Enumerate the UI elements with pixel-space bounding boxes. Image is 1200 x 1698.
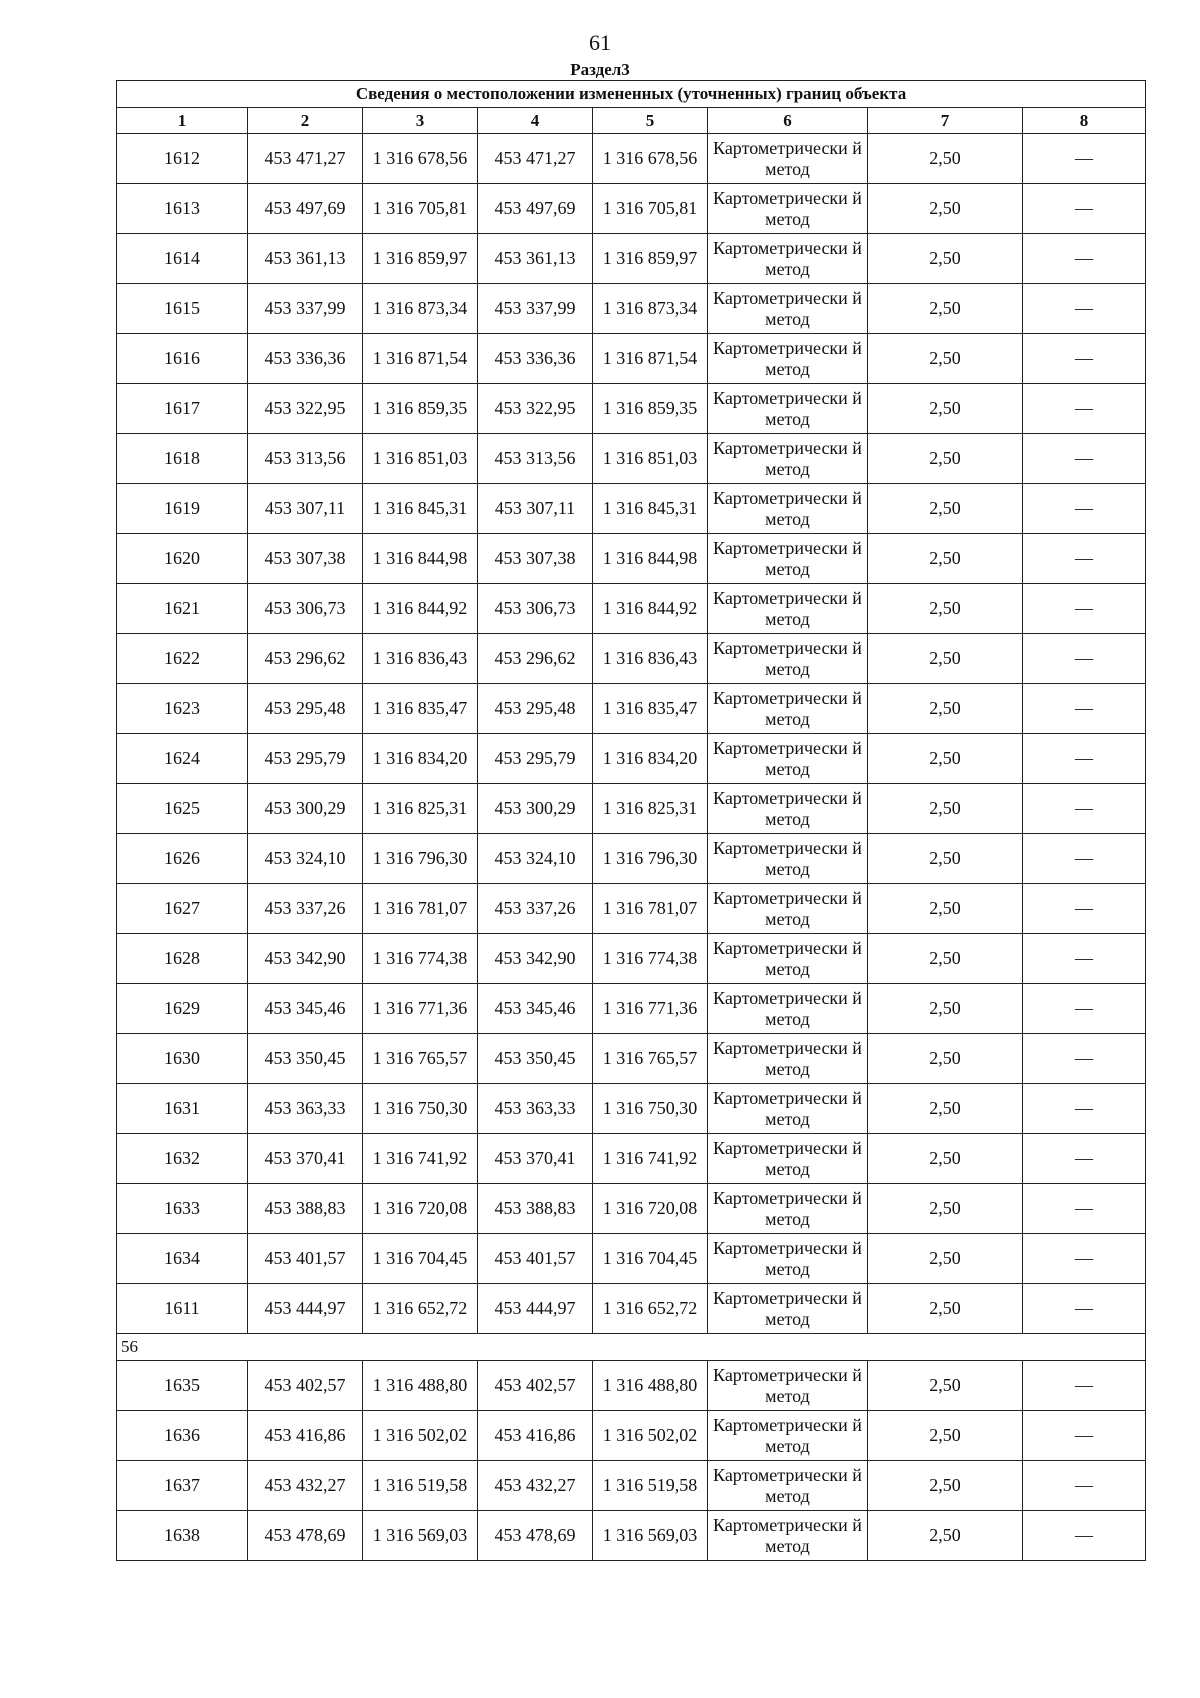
- description-cell: —: [1023, 434, 1146, 484]
- accuracy-cell: 2,50: [868, 984, 1023, 1034]
- point-number-cell: 1631: [117, 1084, 248, 1134]
- y-refined-cell: 1 316 652,72: [593, 1284, 708, 1334]
- description-cell: —: [1023, 1234, 1146, 1284]
- point-number-cell: 1629: [117, 984, 248, 1034]
- description-cell: —: [1023, 884, 1146, 934]
- method-cell: Картометрически й метод: [708, 534, 868, 584]
- table-row: [117, 834, 1146, 884]
- accuracy-cell: 2,50: [868, 284, 1023, 334]
- accuracy-cell: 2,50: [868, 1511, 1023, 1561]
- method-cell: Картометрически й метод: [708, 1184, 868, 1234]
- x-refined-cell: 453 296,62: [478, 634, 593, 684]
- table-row: [117, 234, 1146, 284]
- description-cell: —: [1023, 1184, 1146, 1234]
- x-existing-cell: 453 444,97: [248, 1284, 363, 1334]
- accuracy-cell: 2,50: [868, 534, 1023, 584]
- y-refined-cell: 1 316 871,54: [593, 334, 708, 384]
- x-existing-cell: 453 370,41: [248, 1134, 363, 1184]
- x-existing-cell: 453 471,27: [248, 134, 363, 184]
- x-existing-cell: 453 300,29: [248, 784, 363, 834]
- x-refined-cell: 453 322,95: [478, 384, 593, 434]
- y-refined-cell: 1 316 844,98: [593, 534, 708, 584]
- y-existing-cell: 1 316 705,81: [363, 184, 478, 234]
- y-existing-cell: 1 316 859,35: [363, 384, 478, 434]
- y-existing-cell: 1 316 845,31: [363, 484, 478, 534]
- x-refined-cell: 453 337,26: [478, 884, 593, 934]
- description-cell: —: [1023, 1084, 1146, 1134]
- x-existing-cell: 453 307,38: [248, 534, 363, 584]
- description-cell: —: [1023, 934, 1146, 984]
- point-number-cell: 1618: [117, 434, 248, 484]
- description-cell: —: [1023, 634, 1146, 684]
- y-refined-cell: 1 316 781,07: [593, 884, 708, 934]
- table-row: [117, 434, 1146, 484]
- x-refined-cell: 453 350,45: [478, 1034, 593, 1084]
- y-refined-cell: 1 316 825,31: [593, 784, 708, 834]
- method-cell: Картометрически й метод: [708, 884, 868, 934]
- method-cell: Картометрически й метод: [708, 1411, 868, 1461]
- x-refined-cell: 453 306,73: [478, 584, 593, 634]
- point-number-cell: 1615: [117, 284, 248, 334]
- x-existing-cell: 453 307,11: [248, 484, 363, 534]
- accuracy-cell: 2,50: [868, 1411, 1023, 1461]
- contour-label: 56: [117, 1334, 1146, 1361]
- point-number-cell: 1614: [117, 234, 248, 284]
- table-row: [117, 584, 1146, 634]
- accuracy-cell: 2,50: [868, 834, 1023, 884]
- x-refined-cell: 453 432,27: [478, 1461, 593, 1511]
- y-refined-cell: 1 316 796,30: [593, 834, 708, 884]
- method-cell: Картометрически й метод: [708, 134, 868, 184]
- y-existing-cell: 1 316 851,03: [363, 434, 478, 484]
- y-existing-cell: 1 316 771,36: [363, 984, 478, 1034]
- y-existing-cell: 1 316 652,72: [363, 1284, 478, 1334]
- point-number-cell: 1620: [117, 534, 248, 584]
- method-cell: Картометрически й метод: [708, 684, 868, 734]
- y-existing-cell: 1 316 765,57: [363, 1034, 478, 1084]
- accuracy-cell: 2,50: [868, 484, 1023, 534]
- point-number-cell: 1613: [117, 184, 248, 234]
- point-number-cell: 1623: [117, 684, 248, 734]
- description-cell: —: [1023, 1361, 1146, 1411]
- table-row: [117, 1084, 1146, 1134]
- x-existing-cell: 453 342,90: [248, 934, 363, 984]
- accuracy-cell: 2,50: [868, 1234, 1023, 1284]
- accuracy-cell: 2,50: [868, 784, 1023, 834]
- column-number: 7: [868, 108, 1023, 134]
- column-number: 6: [708, 108, 868, 134]
- accuracy-cell: 2,50: [868, 934, 1023, 984]
- y-existing-cell: 1 316 835,47: [363, 684, 478, 734]
- point-number-cell: 1612: [117, 134, 248, 184]
- x-refined-cell: 453 497,69: [478, 184, 593, 234]
- description-cell: —: [1023, 684, 1146, 734]
- description-cell: —: [1023, 984, 1146, 1034]
- x-existing-cell: 453 361,13: [248, 234, 363, 284]
- accuracy-cell: 2,50: [868, 1361, 1023, 1411]
- x-refined-cell: 453 478,69: [478, 1511, 593, 1561]
- point-number-cell: 1611: [117, 1284, 248, 1334]
- point-number-cell: 1626: [117, 834, 248, 884]
- method-cell: Картометрически й метод: [708, 484, 868, 534]
- accuracy-cell: 2,50: [868, 384, 1023, 434]
- x-refined-cell: 453 337,99: [478, 284, 593, 334]
- description-cell: —: [1023, 534, 1146, 584]
- method-cell: Картометрически й метод: [708, 384, 868, 434]
- y-refined-cell: 1 316 750,30: [593, 1084, 708, 1134]
- table-row: [117, 1034, 1146, 1084]
- method-cell: Картометрически й метод: [708, 1461, 868, 1511]
- table-row: [117, 884, 1146, 934]
- accuracy-cell: 2,50: [868, 234, 1023, 284]
- x-existing-cell: 453 324,10: [248, 834, 363, 884]
- y-existing-cell: 1 316 871,54: [363, 334, 478, 384]
- point-number-cell: 1635: [117, 1361, 248, 1411]
- y-existing-cell: 1 316 796,30: [363, 834, 478, 884]
- table-row: [117, 1134, 1146, 1184]
- y-existing-cell: 1 316 502,02: [363, 1411, 478, 1461]
- column-number: 1: [117, 108, 248, 134]
- x-existing-cell: 453 478,69: [248, 1511, 363, 1561]
- y-refined-cell: 1 316 774,38: [593, 934, 708, 984]
- point-number-cell: 1621: [117, 584, 248, 634]
- x-refined-cell: 453 370,41: [478, 1134, 593, 1184]
- method-cell: Картометрически й метод: [708, 1134, 868, 1184]
- point-number-cell: 1617: [117, 384, 248, 434]
- point-number-cell: 1638: [117, 1511, 248, 1561]
- point-number-cell: 1632: [117, 1134, 248, 1184]
- x-existing-cell: 453 337,26: [248, 884, 363, 934]
- x-refined-cell: 453 307,38: [478, 534, 593, 584]
- table-row: [117, 384, 1146, 434]
- table-row: [117, 1361, 1146, 1411]
- accuracy-cell: 2,50: [868, 1184, 1023, 1234]
- x-existing-cell: 453 401,57: [248, 1234, 363, 1284]
- description-cell: —: [1023, 284, 1146, 334]
- y-existing-cell: 1 316 774,38: [363, 934, 478, 984]
- method-cell: Картометрически й метод: [708, 434, 868, 484]
- y-refined-cell: 1 316 705,81: [593, 184, 708, 234]
- method-cell: Картометрически й метод: [708, 834, 868, 884]
- table-row: [117, 1284, 1146, 1334]
- x-existing-cell: 453 402,57: [248, 1361, 363, 1411]
- x-existing-cell: 453 416,86: [248, 1411, 363, 1461]
- table-row: [117, 1511, 1146, 1561]
- point-number-cell: 1627: [117, 884, 248, 934]
- x-existing-cell: 453 306,73: [248, 584, 363, 634]
- table-row: [117, 284, 1146, 334]
- y-refined-cell: 1 316 836,43: [593, 634, 708, 684]
- table-body: [117, 134, 1146, 1561]
- y-refined-cell: 1 316 720,08: [593, 1184, 708, 1234]
- method-cell: Картометрически й метод: [708, 1361, 868, 1411]
- description-cell: —: [1023, 234, 1146, 284]
- table-row: [117, 984, 1146, 1034]
- accuracy-cell: 2,50: [868, 134, 1023, 184]
- boundary-points-table: [116, 80, 1146, 1561]
- x-refined-cell: 453 416,86: [478, 1411, 593, 1461]
- point-number-cell: 1634: [117, 1234, 248, 1284]
- x-existing-cell: 453 337,99: [248, 284, 363, 334]
- method-cell: Картометрически й метод: [708, 984, 868, 1034]
- accuracy-cell: 2,50: [868, 1284, 1023, 1334]
- point-number-cell: 1624: [117, 734, 248, 784]
- accuracy-cell: 2,50: [868, 734, 1023, 784]
- method-cell: Картометрически й метод: [708, 234, 868, 284]
- table-row: [117, 734, 1146, 784]
- point-number-cell: 1619: [117, 484, 248, 534]
- description-cell: —: [1023, 1284, 1146, 1334]
- x-refined-cell: 453 363,33: [478, 1084, 593, 1134]
- table-row: [117, 1461, 1146, 1511]
- y-refined-cell: 1 316 488,80: [593, 1361, 708, 1411]
- table-row: [117, 534, 1146, 584]
- point-number-cell: 1616: [117, 334, 248, 384]
- x-refined-cell: 453 324,10: [478, 834, 593, 884]
- y-existing-cell: 1 316 873,34: [363, 284, 478, 334]
- y-refined-cell: 1 316 771,36: [593, 984, 708, 1034]
- method-cell: Картометрически й метод: [708, 634, 868, 684]
- method-cell: Картометрически й метод: [708, 734, 868, 784]
- y-existing-cell: 1 316 859,97: [363, 234, 478, 284]
- table-row: [117, 684, 1146, 734]
- y-existing-cell: 1 316 704,45: [363, 1234, 478, 1284]
- x-refined-cell: 453 295,79: [478, 734, 593, 784]
- x-existing-cell: 453 296,62: [248, 634, 363, 684]
- y-refined-cell: 1 316 519,58: [593, 1461, 708, 1511]
- accuracy-cell: 2,50: [868, 1084, 1023, 1134]
- x-refined-cell: 453 295,48: [478, 684, 593, 734]
- y-refined-cell: 1 316 502,02: [593, 1411, 708, 1461]
- x-refined-cell: 453 313,56: [478, 434, 593, 484]
- method-cell: Картометрически й метод: [708, 784, 868, 834]
- x-existing-cell: 453 388,83: [248, 1184, 363, 1234]
- y-refined-cell: 1 316 859,97: [593, 234, 708, 284]
- table-row: [117, 484, 1146, 534]
- point-number-cell: 1633: [117, 1184, 248, 1234]
- method-cell: Картометрически й метод: [708, 284, 868, 334]
- table-row: [117, 784, 1146, 834]
- accuracy-cell: 2,50: [868, 434, 1023, 484]
- method-cell: Картометрически й метод: [708, 1511, 868, 1561]
- method-cell: Картометрически й метод: [708, 1084, 868, 1134]
- table-row: [117, 1411, 1146, 1461]
- point-number-cell: 1625: [117, 784, 248, 834]
- x-refined-cell: 453 444,97: [478, 1284, 593, 1334]
- description-cell: —: [1023, 184, 1146, 234]
- x-refined-cell: 453 471,27: [478, 134, 593, 184]
- x-refined-cell: 453 336,36: [478, 334, 593, 384]
- description-cell: —: [1023, 1134, 1146, 1184]
- table-caption: Сведения о местоположении измененных (уточненных) границ объекта: [117, 81, 1146, 108]
- y-refined-cell: 1 316 851,03: [593, 434, 708, 484]
- table-row: [117, 334, 1146, 384]
- method-cell: Картометрически й метод: [708, 934, 868, 984]
- x-refined-cell: 453 361,13: [478, 234, 593, 284]
- description-cell: —: [1023, 334, 1146, 384]
- column-number-row: [117, 108, 1146, 134]
- x-existing-cell: 453 497,69: [248, 184, 363, 234]
- accuracy-cell: 2,50: [868, 634, 1023, 684]
- table-caption-row: [117, 81, 1146, 108]
- y-existing-cell: 1 316 569,03: [363, 1511, 478, 1561]
- description-cell: —: [1023, 834, 1146, 884]
- point-number-cell: 1636: [117, 1411, 248, 1461]
- contour-row: [117, 1334, 1146, 1361]
- y-existing-cell: 1 316 836,43: [363, 634, 478, 684]
- method-cell: Картометрически й метод: [708, 184, 868, 234]
- x-existing-cell: 453 345,46: [248, 984, 363, 1034]
- y-refined-cell: 1 316 741,92: [593, 1134, 708, 1184]
- x-existing-cell: 453 313,56: [248, 434, 363, 484]
- description-cell: —: [1023, 584, 1146, 634]
- description-cell: —: [1023, 784, 1146, 834]
- y-existing-cell: 1 316 741,92: [363, 1134, 478, 1184]
- method-cell: Картометрически й метод: [708, 1284, 868, 1334]
- column-number: 4: [478, 108, 593, 134]
- x-refined-cell: 453 345,46: [478, 984, 593, 1034]
- y-refined-cell: 1 316 873,34: [593, 284, 708, 334]
- point-number-cell: 1637: [117, 1461, 248, 1511]
- x-existing-cell: 453 295,48: [248, 684, 363, 734]
- x-existing-cell: 453 295,79: [248, 734, 363, 784]
- x-refined-cell: 453 307,11: [478, 484, 593, 534]
- description-cell: —: [1023, 1411, 1146, 1461]
- table-row: [117, 184, 1146, 234]
- accuracy-cell: 2,50: [868, 1134, 1023, 1184]
- y-existing-cell: 1 316 488,80: [363, 1361, 478, 1411]
- method-cell: Картометрически й метод: [708, 334, 868, 384]
- description-cell: —: [1023, 134, 1146, 184]
- column-number: 8: [1023, 108, 1146, 134]
- y-existing-cell: 1 316 844,98: [363, 534, 478, 584]
- y-refined-cell: 1 316 859,35: [593, 384, 708, 434]
- y-refined-cell: 1 316 678,56: [593, 134, 708, 184]
- y-refined-cell: 1 316 845,31: [593, 484, 708, 534]
- x-refined-cell: 453 300,29: [478, 784, 593, 834]
- description-cell: —: [1023, 1461, 1146, 1511]
- y-refined-cell: 1 316 569,03: [593, 1511, 708, 1561]
- method-cell: Картометрически й метод: [708, 1034, 868, 1084]
- y-refined-cell: 1 316 834,20: [593, 734, 708, 784]
- table-row: [117, 134, 1146, 184]
- accuracy-cell: 2,50: [868, 334, 1023, 384]
- x-refined-cell: 453 402,57: [478, 1361, 593, 1411]
- description-cell: —: [1023, 734, 1146, 784]
- x-refined-cell: 453 388,83: [478, 1184, 593, 1234]
- accuracy-cell: 2,50: [868, 184, 1023, 234]
- accuracy-cell: 2,50: [868, 584, 1023, 634]
- y-existing-cell: 1 316 834,20: [363, 734, 478, 784]
- table-row: [117, 934, 1146, 984]
- y-refined-cell: 1 316 765,57: [593, 1034, 708, 1084]
- y-existing-cell: 1 316 519,58: [363, 1461, 478, 1511]
- section-title: Раздел3: [570, 60, 630, 79]
- y-existing-cell: 1 316 781,07: [363, 884, 478, 934]
- y-existing-cell: 1 316 844,92: [363, 584, 478, 634]
- y-existing-cell: 1 316 720,08: [363, 1184, 478, 1234]
- point-number-cell: 1630: [117, 1034, 248, 1084]
- point-number-cell: 1622: [117, 634, 248, 684]
- y-existing-cell: 1 316 825,31: [363, 784, 478, 834]
- x-existing-cell: 453 350,45: [248, 1034, 363, 1084]
- page-number: 61: [589, 30, 611, 55]
- column-number: 3: [363, 108, 478, 134]
- x-existing-cell: 453 363,33: [248, 1084, 363, 1134]
- method-cell: Картометрически й метод: [708, 1234, 868, 1284]
- method-cell: Картометрически й метод: [708, 584, 868, 634]
- table-row: [117, 1234, 1146, 1284]
- description-cell: —: [1023, 484, 1146, 534]
- y-refined-cell: 1 316 835,47: [593, 684, 708, 734]
- y-existing-cell: 1 316 678,56: [363, 134, 478, 184]
- x-refined-cell: 453 342,90: [478, 934, 593, 984]
- accuracy-cell: 2,50: [868, 1461, 1023, 1511]
- accuracy-cell: 2,50: [868, 1034, 1023, 1084]
- y-refined-cell: 1 316 704,45: [593, 1234, 708, 1284]
- table-row: [117, 1184, 1146, 1234]
- description-cell: —: [1023, 1034, 1146, 1084]
- column-number: 5: [593, 108, 708, 134]
- description-cell: —: [1023, 1511, 1146, 1561]
- y-existing-cell: 1 316 750,30: [363, 1084, 478, 1134]
- x-refined-cell: 453 401,57: [478, 1234, 593, 1284]
- table-row: [117, 634, 1146, 684]
- point-number-cell: 1628: [117, 934, 248, 984]
- x-existing-cell: 453 432,27: [248, 1461, 363, 1511]
- accuracy-cell: 2,50: [868, 684, 1023, 734]
- accuracy-cell: 2,50: [868, 884, 1023, 934]
- column-number: 2: [248, 108, 363, 134]
- x-existing-cell: 453 322,95: [248, 384, 363, 434]
- description-cell: —: [1023, 384, 1146, 434]
- x-existing-cell: 453 336,36: [248, 334, 363, 384]
- y-refined-cell: 1 316 844,92: [593, 584, 708, 634]
